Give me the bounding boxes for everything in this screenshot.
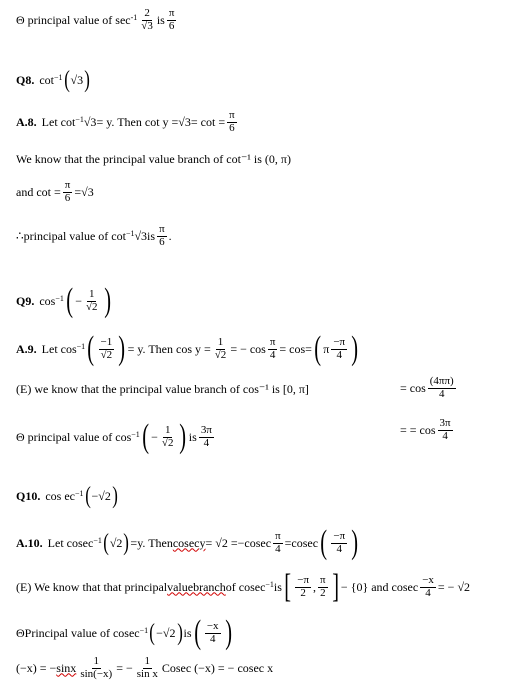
fraction: $\frac{\pi}{6}$ — [229, 109, 235, 134]
fraction: $\frac{\pi}{6}$ — [168, 7, 175, 32]
fraction: $\frac{\pi}{6}$ — [159, 223, 165, 248]
fraction: $\frac{(4\pi\pi)}{4}$ — [429, 375, 454, 400]
fraction: $\frac{1}{\sin(-x)}$ — [80, 655, 113, 680]
fraction: $\frac{\pi}{6}$ — [64, 179, 71, 204]
text-line: (E) we know that the principal value branch of cos⁻¹ is [0, π] — [16, 382, 309, 396]
func: cot — [39, 72, 55, 87]
superscript: -1 — [130, 12, 138, 22]
line-principal-sec — [16, 8, 178, 32]
text-line: We know that the principal value branch of cot⁻¹ is (0, π) — [16, 152, 291, 166]
question-10: Q10. cos ec −1 ( −√2 ) — [16, 483, 118, 509]
text: is — [156, 12, 165, 27]
answer-label: A.9. — [16, 341, 37, 356]
fraction: $\frac{\pi}{2}$ — [320, 573, 326, 599]
fraction: $\frac{1}{√2}$ — [85, 287, 98, 313]
text: Θ principal value of sec — [16, 12, 131, 27]
fraction: $\frac{3\pi}{4}$ — [439, 417, 451, 442]
text-line: ∴principal value of cot −1 √3 is $\frac{\pi}{6}$ . — [16, 223, 172, 248]
fraction: $\frac{3\pi}{4}$ — [200, 423, 212, 449]
answer-label: A.10. — [16, 535, 43, 550]
right-expression: = = cos $\frac{3\pi}{4}$ — [400, 417, 451, 442]
fraction: $\frac{\pi}{4}$ — [269, 335, 276, 361]
fraction: $\frac{-x}{4}$ — [422, 573, 434, 599]
question-label: Q10. — [16, 488, 41, 503]
fraction: $\frac{-\pi}{2}$ — [297, 573, 310, 599]
question-9: Q9. cos −1 ( − $\frac{1}{√2}$ ) — [16, 282, 111, 319]
fraction: $\frac{1}{√2}$ — [161, 423, 174, 449]
fraction: $\frac{-x}{4}$ — [206, 619, 219, 645]
question-8: Q8. cot −1 ( √3 ) — [16, 67, 90, 93]
fraction: $\frac{1}{\text{sin x}}$ — [136, 655, 158, 680]
answer-9: A.9. Let cos −1 ( $\frac{-1}{√2}$ ) = y. Then cos y = $\frac{1}{√2}$ = − cos $\frac{\pi}{4}$ = cos= ( π $\frac{-\pi}{4}$ ) — [16, 330, 359, 367]
text-line: Θ principal value of cos −1 ( − $\frac{1}{√2}$ ) is $\frac{3\pi}{4}$ — [16, 418, 212, 455]
text-line: and cot = $\frac{\pi}{6}$ = √3 — [16, 179, 94, 204]
fraction: $\frac{\pi}{4}$ — [275, 529, 281, 555]
fraction: $\frac{1}{√2}$ — [214, 335, 227, 361]
answer-8: A.8. Let cot −1 √3 = y. Then cot y = √3 = cot = $\frac{\pi}{6}$ — [16, 109, 235, 134]
answer-label: A.8. — [16, 114, 37, 129]
question-label: Q8. — [16, 72, 35, 87]
fraction: $\frac{-\pi}{4}$ — [333, 529, 346, 555]
right-expression: = cos $\frac{(4\pi\pi)}{4}$ — [400, 375, 454, 400]
text-line: ΘPrincipal value of cosec −1 ( −√2 ) is ( $\frac{-x}{4}$ ) — [16, 614, 232, 651]
text-line: (−x) = − sinx $\frac{1}{\sin(-x)}$ = − $\frac{1}{\text{sin x}}$ Cosec (−x) = − cosec x — [16, 655, 274, 680]
answer-10: A.10. Let cosec −1 ( √2 ) =y. Then cosecy = √2 =−cosec $\frac{\pi}{4}$ =cosec ( $\frac{-\pi}{4}$ ) — [16, 524, 359, 561]
question-label: Q9. — [16, 293, 35, 308]
text-line: (E) We know that that principal valuebranch of cosec −1 is [ $\frac{-\pi}{2}$ , $\frac{\pi}{2}$ ] − {0} and cosec $\frac{-x}{4}$ = − √2 — [16, 568, 471, 605]
fraction: $\frac{2}{√3}$ — [141, 7, 153, 32]
fraction: $\frac{-\pi}{4}$ — [333, 335, 346, 361]
fraction: $\frac{-1}{√2}$ — [100, 335, 113, 361]
